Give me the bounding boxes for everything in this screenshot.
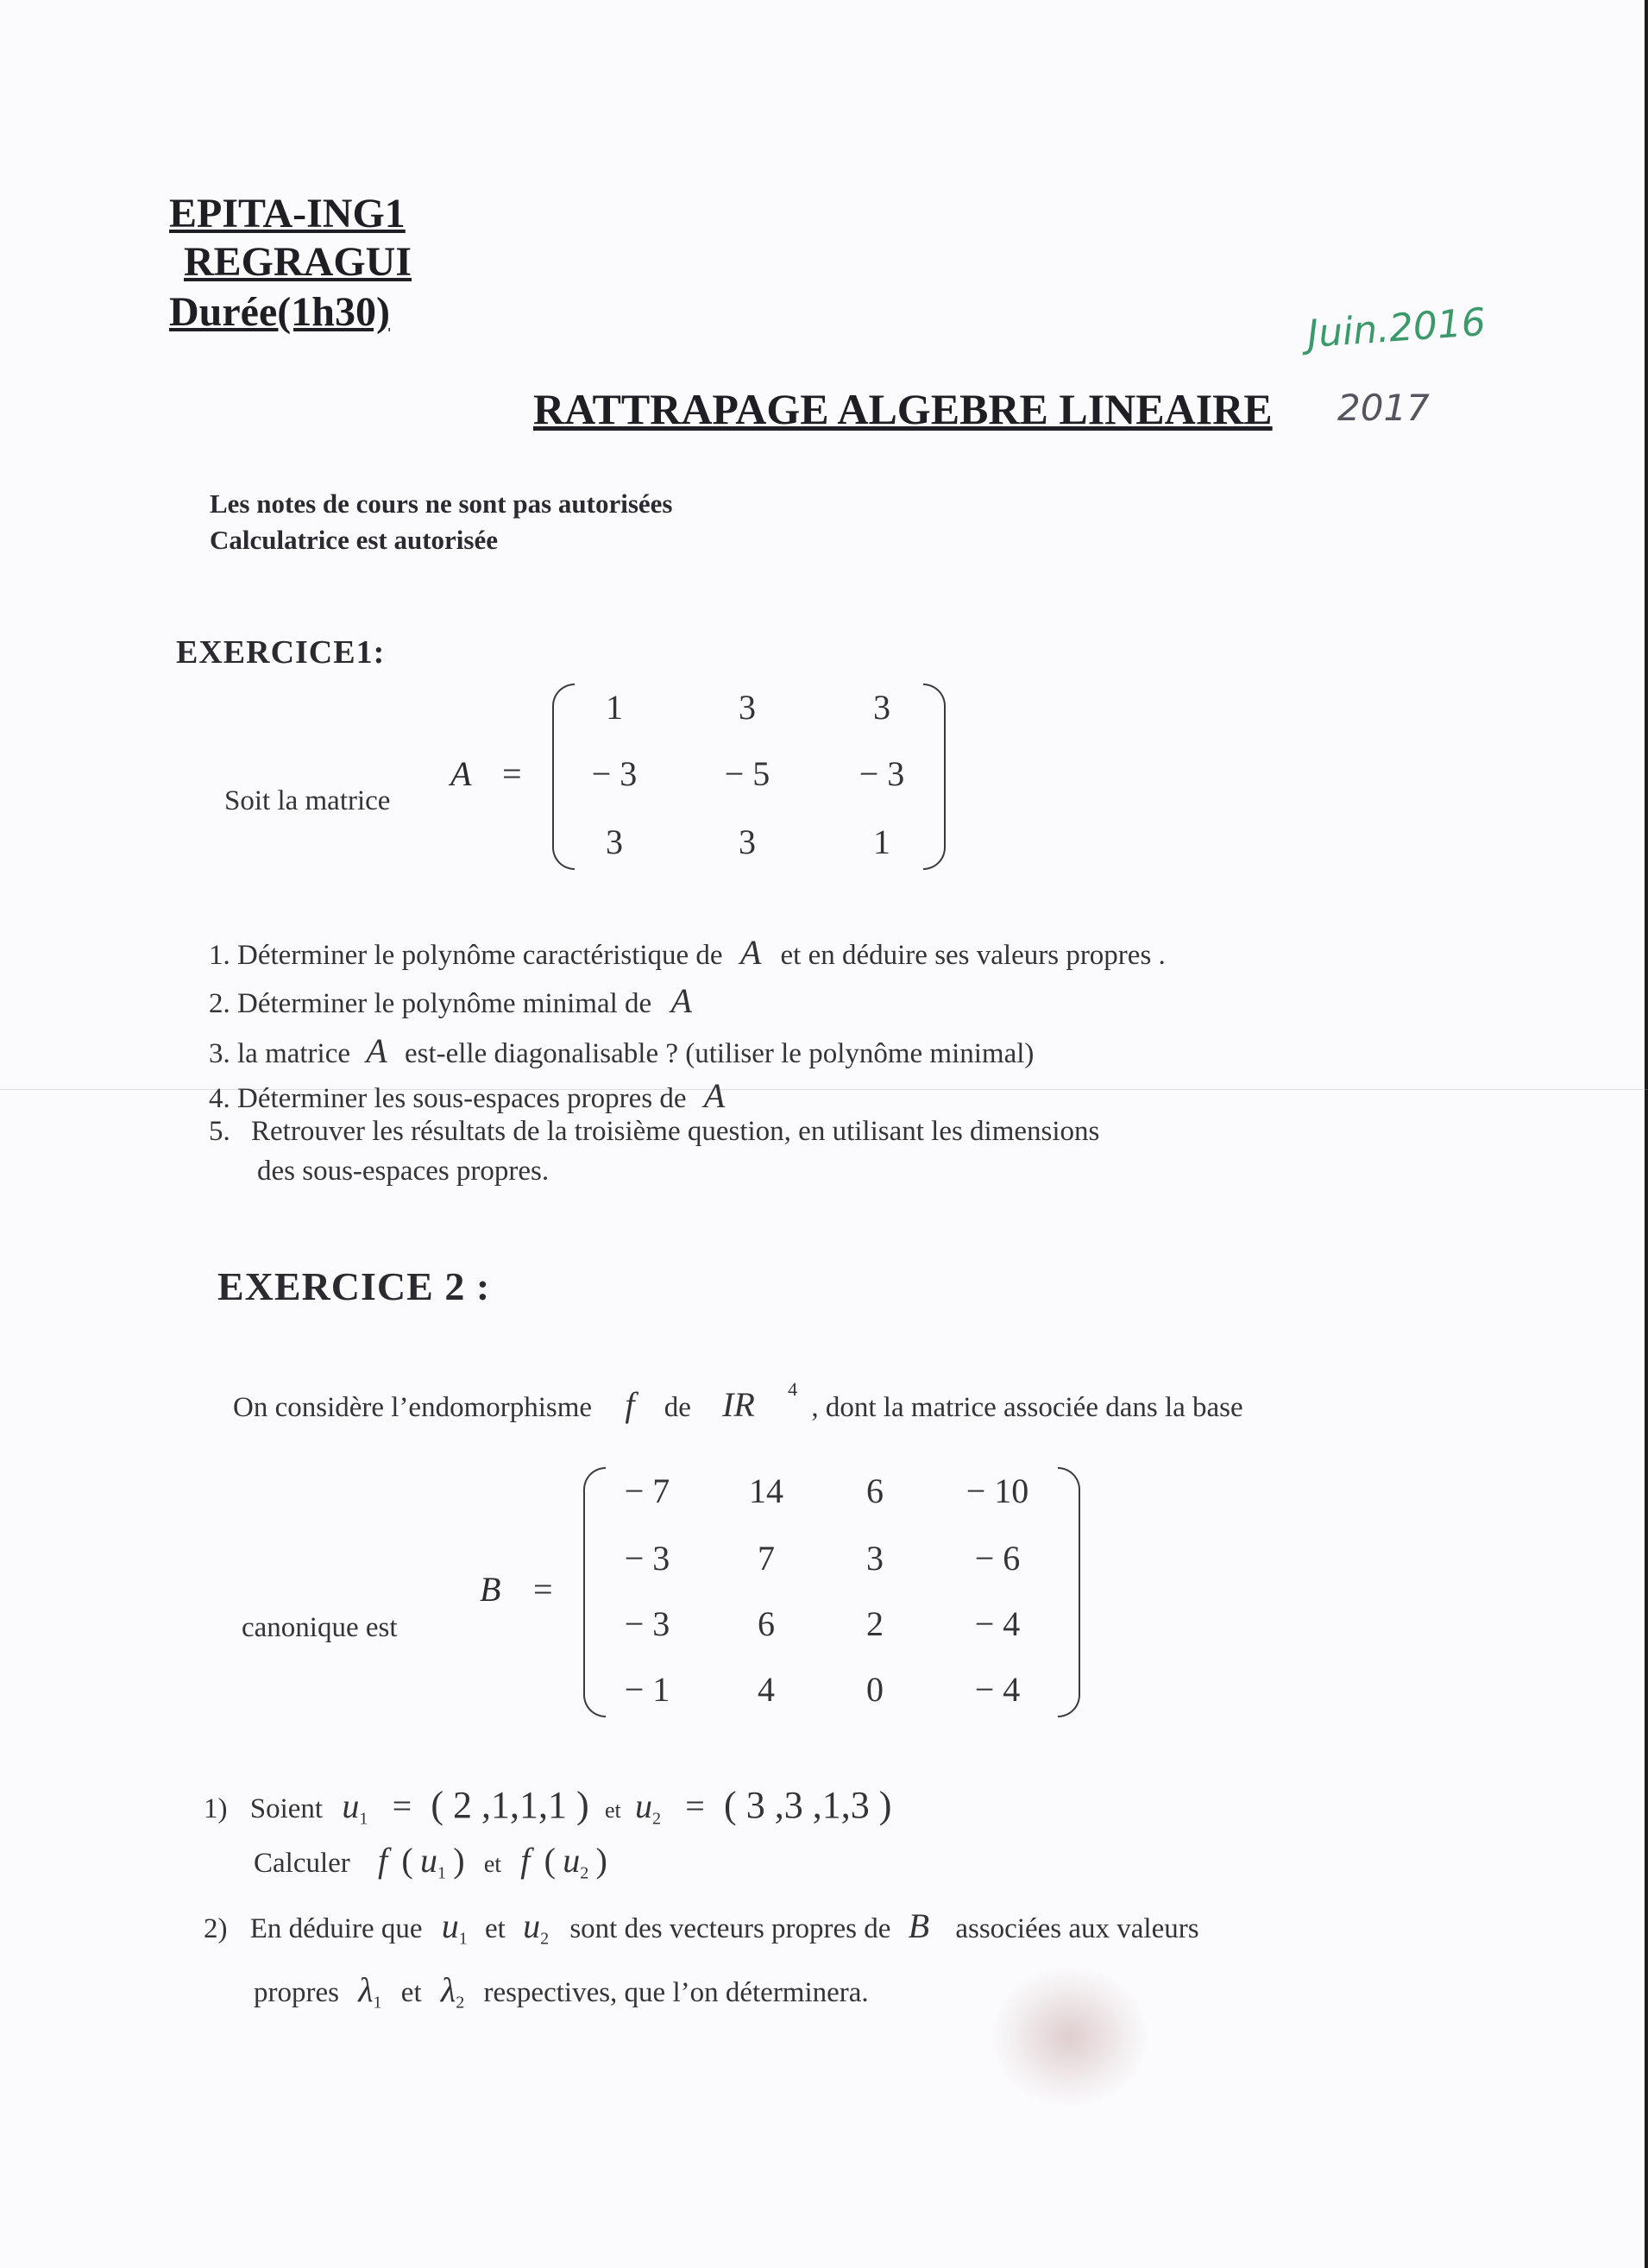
- paren: ): [453, 1841, 465, 1880]
- question-number: 4.: [209, 1083, 230, 1114]
- handwritten-year: 2017: [1337, 387, 1430, 429]
- question-text: Soient: [249, 1793, 324, 1824]
- question-var: A: [739, 933, 762, 972]
- vector-u: u: [342, 1786, 360, 1825]
- lambda-symbol: λ: [440, 1970, 456, 2009]
- question-text: la matrice: [237, 1038, 351, 1069]
- question-number: 1): [204, 1793, 228, 1824]
- exercise1-question-5: [209, 1116, 1099, 1148]
- matrix-a-cell: 1: [873, 822, 890, 861]
- exercise2-question-1-line1: [204, 1783, 891, 1830]
- exercise1-question-2: [209, 980, 692, 1021]
- question-text: Déterminer les sous-espaces propres de: [237, 1083, 687, 1114]
- matrix-b-cell: 2: [866, 1604, 884, 1643]
- matrix-a-cell: 3: [606, 822, 623, 861]
- vector-u: u: [523, 1906, 541, 1945]
- matrix-b-cell: − 3: [624, 1539, 670, 1578]
- question-var: A: [703, 1076, 726, 1115]
- matrix-b-cell: − 3: [624, 1604, 670, 1643]
- question-number: 3.: [209, 1038, 230, 1069]
- matrix-b-cell: 6: [758, 1604, 775, 1643]
- question-text: Retrouver les résultats de la troisième question, en utilisant les dimensions: [251, 1116, 1100, 1147]
- question-number: 2): [204, 1913, 228, 1944]
- equals-sign: =: [685, 1786, 705, 1825]
- subscript: 2: [456, 1993, 465, 2013]
- intro-text-b: , dont la matrice associée dans la base: [811, 1392, 1243, 1423]
- question-text: En déduire que: [249, 1913, 423, 1944]
- subscript: 2: [580, 1863, 589, 1883]
- matrix-b-cell: 6: [866, 1471, 884, 1510]
- teacher-label: REGRAGUI: [184, 239, 412, 285]
- scan-smudge: [992, 1968, 1148, 2106]
- question-text-after: et en déduire ses valeurs propres .: [780, 940, 1166, 971]
- subscript: 2: [540, 1929, 550, 1949]
- question-text: sont des vecteurs propres de: [569, 1913, 891, 1944]
- vector-u: u: [419, 1841, 437, 1880]
- matrix-b-cell: − 7: [624, 1471, 670, 1510]
- intro-text: On considère l’endomorphisme: [233, 1392, 593, 1423]
- conjunction: et: [400, 1977, 422, 2008]
- matrix-a-cell: − 3: [591, 754, 638, 793]
- matrix-b-equals: =: [533, 1570, 553, 1609]
- question-text-after: est-elle diagonalisable ? (utiliser le polynôme minimal): [404, 1038, 1035, 1069]
- exercise1-question-3: [209, 1030, 1034, 1071]
- question-text: Calculer: [254, 1848, 350, 1879]
- space-ir: IR: [722, 1385, 755, 1424]
- question-text: associées aux valeurs: [955, 1913, 1199, 1944]
- matrix-b-cell: − 10: [966, 1471, 1029, 1510]
- subscript: 1: [437, 1863, 446, 1883]
- note-calculator: Calculatrice est autorisée: [210, 525, 498, 555]
- function-f: f: [625, 1385, 635, 1424]
- exercise2-question-1-line2: [254, 1840, 607, 1884]
- question-text: Déterminer le polynôme minimal de: [237, 988, 652, 1019]
- vector-u: u: [563, 1841, 581, 1880]
- exercise2-intro-c: canonique est: [242, 1612, 398, 1643]
- conjunction: et: [604, 1798, 621, 1823]
- matrix-b-cell: − 4: [974, 1670, 1021, 1709]
- duration-label: Durée(1h30): [169, 289, 390, 335]
- question-var: A: [670, 981, 692, 1020]
- exercise1-heading: EXERCICE1:: [176, 634, 386, 671]
- exercise1-intro: Soit la matrice: [224, 785, 391, 816]
- matrix-b-cell: − 1: [624, 1670, 670, 1709]
- matrix-b-cell: − 4: [974, 1604, 1021, 1643]
- exercise2-intro: [233, 1378, 1243, 1425]
- question-var: A: [366, 1031, 387, 1070]
- subscript: 1: [458, 1929, 468, 1949]
- conjunction: et: [485, 1913, 506, 1944]
- scan-edge: [1645, 0, 1648, 2268]
- exercise2-question-2-line2: [254, 1969, 869, 2013]
- matrix-b-cell: 14: [749, 1471, 783, 1510]
- matrix-b-cell: 0: [866, 1670, 884, 1709]
- note-no-course: Les notes de cours ne sont pas autorisées: [210, 488, 673, 519]
- matrix-b-cell: − 6: [974, 1539, 1021, 1578]
- exam-title: RATTRAPAGE ALGEBRE LINEAIRE: [533, 385, 1273, 433]
- matrix-a-cell: 3: [739, 822, 756, 861]
- vector-u2-value: ( 3 ,3 ,1,3 ): [724, 1784, 892, 1826]
- handwritten-date: Juin.2016: [1305, 299, 1488, 357]
- vector-u: u: [441, 1906, 459, 1945]
- question-text: propres: [254, 1977, 339, 2008]
- question-text: Déterminer le polynôme caractéristique de: [237, 940, 723, 971]
- matrix-b-cell: 3: [866, 1539, 884, 1578]
- paren: ): [595, 1841, 607, 1880]
- matrix-a-cell: 3: [873, 688, 890, 727]
- equals-sign: =: [392, 1786, 412, 1825]
- matrix-b-cell: 7: [758, 1539, 775, 1578]
- exercise1-question-1: [209, 932, 1166, 973]
- matrix-b-cell: 4: [758, 1670, 775, 1709]
- matrix-b-right-paren: [1058, 1467, 1080, 1717]
- subscript: 2: [651, 1809, 661, 1829]
- intro-de: de: [664, 1392, 691, 1423]
- matrix-a-equals: =: [502, 754, 522, 793]
- lambda-symbol: λ: [358, 1970, 374, 2009]
- exercise2-question-2-line1: [204, 1906, 1199, 1950]
- function-f: f: [378, 1841, 388, 1880]
- matrix-a-cell: 3: [739, 688, 756, 727]
- question-number: 1.: [209, 940, 230, 971]
- paren: (: [544, 1841, 556, 1880]
- matrix-a-cell: − 3: [859, 754, 905, 793]
- matrix-b-name: B: [480, 1570, 501, 1609]
- exercise1-question-4: [209, 1075, 725, 1116]
- question-number: 5.: [209, 1116, 230, 1147]
- vector-u1-value: ( 2 ,1,1,1 ): [431, 1784, 589, 1826]
- matrix-a-cell: − 5: [724, 754, 771, 793]
- subscript: 1: [373, 1993, 382, 2013]
- conjunction: et: [483, 1851, 502, 1878]
- exercise1-question-5-line2: des sous-espaces propres.: [257, 1156, 550, 1187]
- question-text: respectives, que l’on déterminera.: [483, 1977, 869, 2008]
- space-exponent: 4: [788, 1378, 798, 1400]
- vector-u: u: [634, 1786, 652, 1825]
- function-f: f: [520, 1841, 531, 1880]
- exercise2-heading: EXERCICE 2 :: [217, 1264, 491, 1308]
- matrix-a-cell: 1: [606, 688, 623, 727]
- matrix-a-name: A: [450, 754, 472, 793]
- subscript: 1: [359, 1809, 368, 1829]
- matrix-b-ref: B: [908, 1906, 930, 1945]
- school-label: EPITA-ING1: [169, 191, 406, 236]
- question-number: 2.: [209, 988, 230, 1019]
- paren: (: [401, 1841, 413, 1880]
